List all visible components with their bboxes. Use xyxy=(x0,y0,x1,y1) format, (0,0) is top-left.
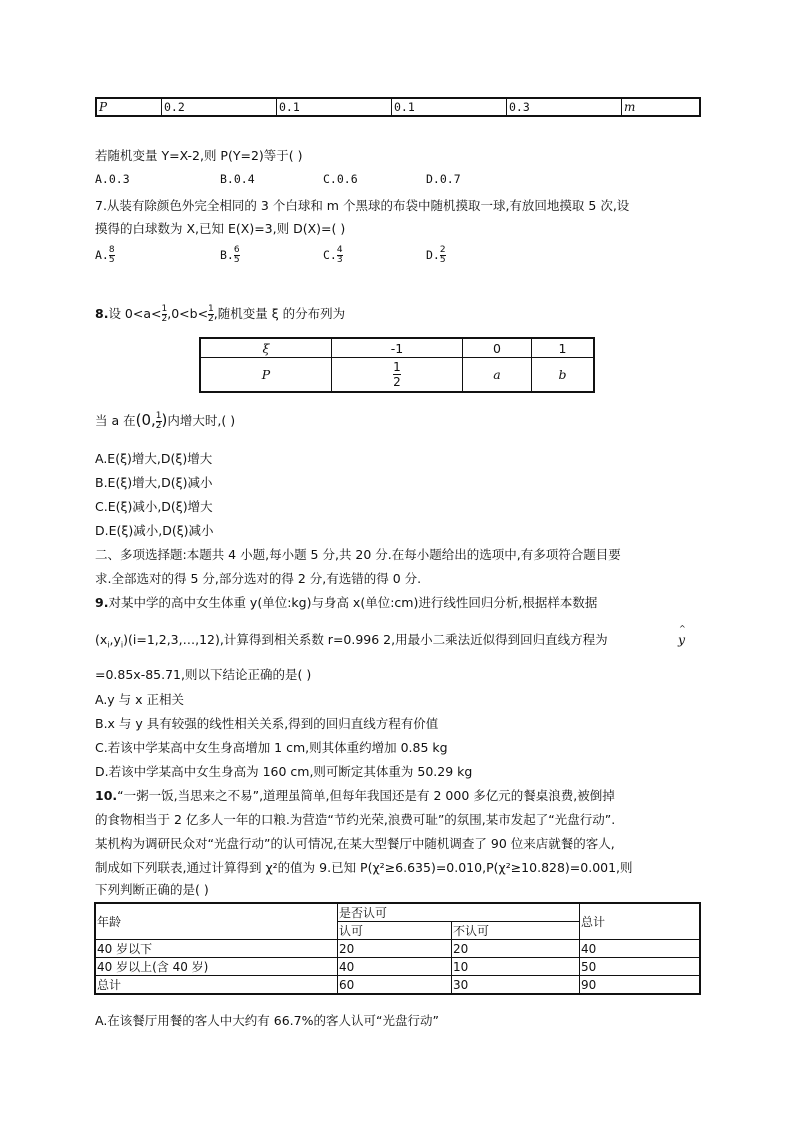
q9-text: (x xyxy=(95,632,108,647)
q6-option-b: B.0.4 xyxy=(220,172,255,186)
table-row xyxy=(95,903,700,922)
table-cell: m xyxy=(622,98,701,116)
frac-num: 8 xyxy=(108,245,115,255)
table-row xyxy=(200,338,594,358)
table-cell: 50 xyxy=(580,958,701,976)
q8-condition xyxy=(95,406,235,435)
table-cell xyxy=(332,358,463,392)
table-cell: 40 岁以下 xyxy=(95,940,338,958)
table-cell: 0.1 xyxy=(277,98,392,116)
frac-num: 2 xyxy=(439,245,446,255)
q7-option-a xyxy=(95,246,115,265)
question-number: 10. xyxy=(95,788,118,803)
frac-den: 2 xyxy=(393,374,401,389)
table-cell: 0 xyxy=(463,338,532,358)
q9-text: ,y xyxy=(109,632,121,647)
table-cell: 0.1 xyxy=(392,98,507,116)
q8-option-d: D.E(ξ)减小,D(ξ)减小 xyxy=(95,523,214,538)
q8-stem xyxy=(95,300,345,328)
q8-stem-part: ,随机变量 ξ 的分布列为 xyxy=(213,306,346,321)
q10-line1 xyxy=(95,786,615,804)
question-number: 9. xyxy=(95,595,109,610)
q7-line1: 7.从装有除颜色外完全相同的 3 个白球和 m 个黑球的布袋中随机摸取一球,有放回地摸取 5 次,设 xyxy=(95,198,630,213)
q8-cond-part: 内增大时,( ) xyxy=(167,413,236,428)
q10-line4: 制成如下列联表,通过计算得到 χ²的值为 9.已知 P(χ²≥6.635)=0.010,P(χ²≥10.828)=0.001,则 xyxy=(95,860,633,875)
frac-den: 5 xyxy=(108,255,115,265)
question-number: 8. xyxy=(95,306,109,321)
table-cell: 30 xyxy=(452,976,580,995)
option-label: A. xyxy=(95,248,109,262)
table-cell: 20 xyxy=(452,940,580,958)
table-cell: 1 xyxy=(532,338,595,358)
q7-option-d xyxy=(426,246,446,265)
subscript: i xyxy=(120,640,124,650)
q9-text: 对某中学的高中女生体重 y(单位:kg)与身高 x(单位:cm)进行线性回归分析,根据样本数据 xyxy=(108,595,598,610)
option-label: C. xyxy=(323,248,337,262)
table-cell: P xyxy=(96,98,162,116)
table-row xyxy=(96,98,700,116)
q8-cond-part: 当 a 在 xyxy=(95,413,136,428)
q9-option-d: D.若该中学某高中女生身高为 160 cm,则可断定其体重为 50.29 kg xyxy=(95,764,473,779)
table-row xyxy=(200,358,594,392)
q6-stem: 若随机变量 Y=X-2,则 P(Y=2)等于( ) xyxy=(95,148,303,163)
q9-option-b: B.x 与 y 具有较强的线性相关关系,得到的回归直线方程有价值 xyxy=(95,716,439,731)
hat-mark: ^ xyxy=(679,624,686,633)
q10-line2: 的食物相当于 2 亿多人一年的口粮.为营造“节约光荣,浪费可耻”的氛围,某市发起了“光盘行动”. xyxy=(95,812,616,827)
interval-left: (0, xyxy=(135,411,156,429)
subscript: i xyxy=(107,640,110,650)
frac-num: 1 xyxy=(393,359,401,374)
frac-den: 2 xyxy=(161,314,168,324)
q8-distribution-table xyxy=(199,337,595,393)
table-cell: ξ xyxy=(200,338,332,358)
q7-line2: 摸得的白球数为 X,已知 E(X)=3,则 D(X)=( ) xyxy=(95,221,346,236)
table-subheader-no: 不认可 xyxy=(452,922,580,940)
table-cell: a xyxy=(463,358,532,392)
table-cell: 总计 xyxy=(95,976,338,995)
table-cell: 40 xyxy=(338,958,452,976)
q8-option-b: B.E(ξ)增大,D(ξ)减小 xyxy=(95,475,213,490)
table-row xyxy=(95,940,700,958)
table-cell: b xyxy=(532,358,595,392)
section2-line1: 二、多项选择题:本题共 4 小题,每小题 5 分,共 20 分.在每小题给出的选项中,有多项符合题目要 xyxy=(95,547,621,562)
q10-text: “一粥一饭,当思来之不易”,道理虽简单,但每年我国还是有 2 000 多亿元的餐桌浪费,被倒掉 xyxy=(117,788,615,803)
q8-stem-part: 设 0<a< xyxy=(108,306,162,321)
table-cell: 40 xyxy=(580,940,701,958)
interval-right: ) xyxy=(161,411,168,429)
table-header-approve: 是否认可 xyxy=(338,903,580,922)
q6-option-c: C.0.6 xyxy=(323,172,358,186)
table-cell: -1 xyxy=(332,338,463,358)
frac-num: 1 xyxy=(155,411,162,421)
table-row xyxy=(95,976,700,995)
q10-line3: 某机构为调研民众对“光盘行动”的认可情况,在某大型餐厅中随机调查了 90 位来店就餐的客人, xyxy=(95,836,615,851)
option-label: D. xyxy=(426,248,440,262)
q9-option-c: C.若该中学某高中女生身高增加 1 cm,则其体重约增加 0.85 kg xyxy=(95,740,448,755)
table-cell: 40 岁以上(含 40 岁) xyxy=(95,958,338,976)
frac-den: 2 xyxy=(155,421,162,431)
table-cell: 0.2 xyxy=(162,98,277,116)
q8-option-a: A.E(ξ)增大,D(ξ)增大 xyxy=(95,451,213,466)
q6-option-a: A.0.3 xyxy=(95,172,130,186)
q6-option-d: D.0.7 xyxy=(426,172,461,186)
table-cell: 0.3 xyxy=(507,98,622,116)
q9-line1 xyxy=(95,593,597,611)
table-subheader-yes: 认可 xyxy=(338,922,452,940)
frac-den: 3 xyxy=(336,255,343,265)
table-row xyxy=(95,958,700,976)
table-cell: P xyxy=(200,358,332,392)
frac-den: 5 xyxy=(439,255,446,265)
q10-line5: 下列判断正确的是( ) xyxy=(95,882,209,897)
q9-option-a: A.y 与 x 正相关 xyxy=(95,692,185,707)
frac-num: 1 xyxy=(161,304,168,314)
q9-text: )(i=1,2,3,…,12),计算得到相关系数 r=0.996 2,用最小二乘法近似得到回归直线方程为 xyxy=(123,632,608,647)
y-hat: y xyxy=(678,632,686,647)
table-header-age: 年龄 xyxy=(95,903,338,940)
q10-option-a: A.在该餐厅用餐的客人中大约有 66.7%的客人认可“光盘行动” xyxy=(95,1013,439,1028)
table-cell: 90 xyxy=(580,976,701,995)
q9-line3: =0.85x-85.71,则以下结论正确的是( ) xyxy=(95,667,312,682)
option-label: B. xyxy=(220,248,234,262)
section2-line2: 求.全部选对的得 5 分,部分选对的得 2 分,有选错的得 0 分. xyxy=(95,571,422,586)
frac-num: 6 xyxy=(233,245,240,255)
table-cell: 10 xyxy=(452,958,580,976)
table-header-total: 总计 xyxy=(580,903,701,940)
q8-option-c: C.E(ξ)减小,D(ξ)增大 xyxy=(95,499,213,514)
table-cell: 20 xyxy=(338,940,452,958)
frac-den: 5 xyxy=(233,255,240,265)
contingency-table xyxy=(94,902,701,995)
frac-num: 1 xyxy=(208,304,214,314)
q9-line2 xyxy=(95,630,608,650)
table-cell: 60 xyxy=(338,976,452,995)
q7-option-b xyxy=(220,246,240,265)
q8-stem-part: ,0<b< xyxy=(167,306,209,321)
frac-num: 4 xyxy=(336,245,343,255)
distribution-table-top xyxy=(95,97,701,117)
q7-option-c xyxy=(323,246,343,265)
frac-den: 2 xyxy=(208,314,214,324)
